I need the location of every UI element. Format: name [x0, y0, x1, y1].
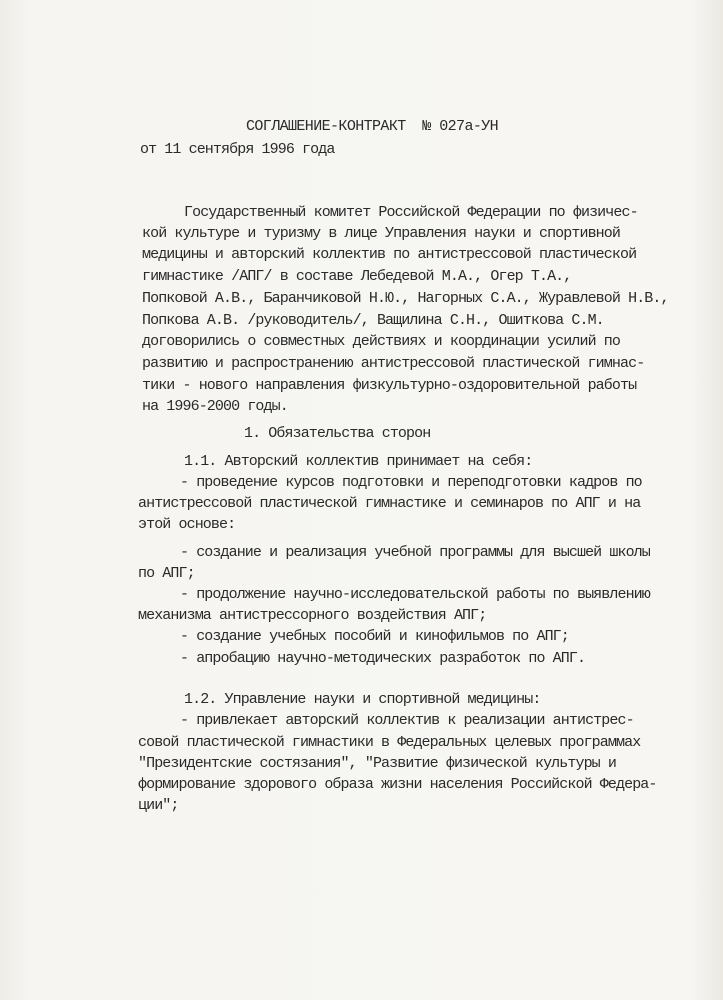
clause-heading: 1.1. Авторский коллектив принимает на себя:: [184, 453, 533, 470]
clause-line: этой основе:: [138, 516, 236, 533]
clause-line: - апробацию научно-методических разработок по АПГ.: [180, 650, 586, 667]
clause-line: антистрессовой пластической гимнастике и семинаров по АПГ и на: [138, 495, 641, 512]
document-date: от 11 сентября 1996 года: [140, 141, 335, 158]
preamble-line: развитию и распространению антистрессовой пластической гимнас-: [142, 355, 645, 372]
clause-line: - продолжение научно-исследовательской работы по выявлению: [180, 586, 650, 603]
preamble-line: на 1996-2000 годы.: [142, 398, 288, 415]
clause-heading: 1.2. Управление науки и спортивной медицины:: [184, 691, 541, 708]
clause-line: механизма антистрессорного воздействия АПГ;: [138, 607, 487, 624]
section-heading: 1. Обязательства сторон: [244, 425, 431, 442]
clause-line: ции";: [138, 797, 179, 814]
clause-line: совой пластической гимнастики в Федеральных целевых программах: [138, 734, 641, 751]
preamble-line: медицины и авторский коллектив по антистрессовой пластической: [142, 246, 637, 263]
clause-line: "Президентские состязания", "Развитие физической культуры и: [138, 755, 616, 772]
preamble-line: тики - нового направления физкультурно-оздоровительной работы: [142, 377, 637, 394]
clause-line: - создание и реализация учебной программы для высшей школы: [180, 544, 650, 561]
preamble-line: Попковой А.В., Баранчиковой Н.Ю., Нагорных С.А., Журавлевой Н.В.,: [142, 290, 669, 307]
clause-line: - проведение курсов подготовки и переподготовки кадров по: [180, 474, 642, 491]
preamble-line: Попкова А.В. /руководитель/, Ващилина С.Н., Ошиткова С.М.: [142, 312, 604, 329]
preamble-line: гимнастике /АПГ/ в составе Лебедевой М.А., Огер Т.А.,: [142, 268, 572, 285]
document-title: СОГЛАШЕНИЕ-КОНТРАКТ № 027а-УН: [246, 118, 499, 135]
preamble-line: кой культуре и туризму в лице Управления науки и спортивной: [142, 225, 620, 242]
clause-line: - привлекает авторский коллектив к реализации антистрес-: [180, 712, 634, 729]
clause-line: по АПГ;: [138, 565, 195, 582]
clause-line: формирование здорового образа жизни населения Российской Федера-: [138, 776, 657, 793]
preamble-line: договорились о совместных действиях и координации усилий по: [142, 333, 620, 350]
clause-line: - создание учебных пособий и кинофильмов по АПГ;: [180, 628, 569, 645]
preamble-line: Государственный комитет Российской Федерации по физичес-: [184, 204, 638, 221]
